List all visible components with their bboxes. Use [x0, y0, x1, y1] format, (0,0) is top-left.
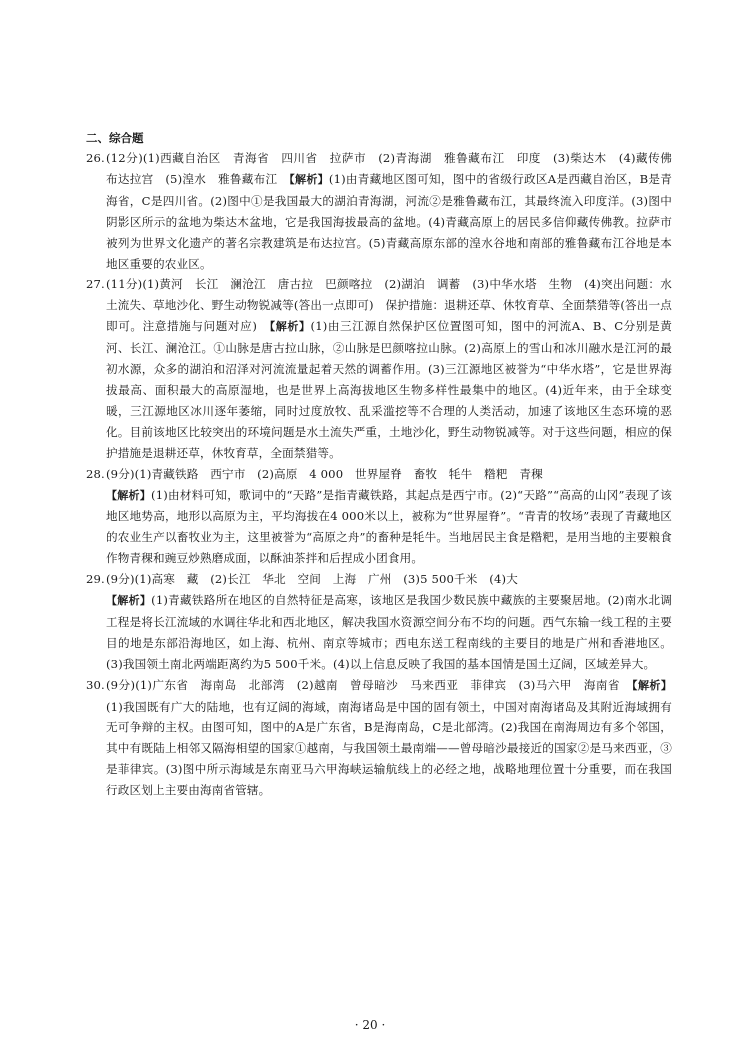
analysis-text: (1)我国既有广大的陆地，也有辽阔的海域，南海诸岛是中国的固有领土，中国对南海诸岛及其附近海域拥有无可争辩的主权。由图可知，图中的A是广东省，B是海南岛，C是北部湾。(2)我国在南海周边有多个邻国，其中有既陆上相邻又隔海相望的国家①越南，与我国领土最南端——曾母暗沙最接近的国家②是马来西亚，③是菲律宾。(3)图中所示海域是东南亚马六甲海峡运输航线上的必经之地，战略地理位置十分重要，而在我国行政区划上主要由海南省管辖。 — [106, 699, 672, 798]
analysis-label: 【解析】 — [289, 172, 329, 186]
answer-page — [86, 128, 684, 801]
question-number: 26. — [86, 151, 105, 165]
analysis-text: (1)由三江源自然保护区位置图可知，图中的河流A、B、C分别是黄河、长江、澜沧江。①山脉是唐古拉山脉，②山脉是巴颜喀拉山脉。(2)高原上的雪山和冰川融水是江河的最初水源，众多的湖泊和沼泽对河流流量起着天然的调蓄作用。(3)三江源地区被誉为“中华水塔”，它是世界海拔最高、面积最大的高原湿地，也是世界上高海拔地区生物多样性最集中的地区。(4)近年来，由于全球变暖，三江源地区冰川逐年萎缩，同时过度放牧、乱采滥挖等不合理的人类活动，加速了该地区生态环境的恶化。目前该地区比较突出的环境问题是水土流失严重，土地沙化，野生动物锐减等。对于这些问题，相应的保护措施是退耕还草，休牧育草，全面禁猎等。 — [106, 319, 672, 460]
question-28 — [86, 464, 672, 570]
question-number: 29. — [86, 572, 105, 587]
analysis-text: (1)由材料可知，歌词中的“天路”是指青藏铁路，其起点是西宁市。(2)“天路”“高高的山冈”表现了该地区地势高，地形以高原为主，平均海拔在4 000米以上，被称为“世界屋脊”。“青青的牧场”表现了青藏地区的农业生产以畜牧业为主，这里被誉为“高原之舟”的畜种是牦牛。当地居民主食是糌粑，是用当地的主要粮食作物青稞和豌豆炒熟磨成面，以酥油茶拌和后捏成小团食用。 — [106, 487, 672, 566]
question-30 — [86, 675, 672, 801]
question-number: 28. — [86, 466, 105, 481]
answer-text: (9分)(1)广东省 海南岛 北部湾 (2)越南 曾母暗沙 马来西亚 菲律宾 (3)马六甲 海南省 — [106, 677, 633, 692]
section-title: 二、综合题 — [86, 131, 144, 145]
analysis-text: (1)由青藏地区图可知，图中的省级行政区A是西藏自治区，B是青海省，C是四川省。(2)图中①是我国最大的湖泊青海湖，河流②是雅鲁藏布江，其最终流入印度洋。(3)图中阴影区所示的盆地为柴达木盆地，它是我国海拔最高的盆地。(4)青藏高原上的居民多信仰藏传佛教。拉萨市被列为世界文化遗产的著名宗教建筑是布达拉宫。(5)青藏高原东部的湟水谷地和南部的雅鲁藏布江谷地是本地区重要的农业区。 — [106, 171, 672, 271]
page-number: · 20 · — [354, 1018, 386, 1032]
answer-text: (11分)(1)黄河 长江 澜沧江 唐古拉 巴颜喀拉 (2)湖泊 调蓄 (3)中华水塔 生物 (4)突出问题：水土流失、草地沙化、野生动物锐减等(答出一点即可) 保护措施：退耕还草、休牧育草、全面禁猎等(答出一点即可。注意措施与问题对应) — [106, 277, 672, 334]
question-27 — [86, 274, 672, 463]
analysis-label: 【解析】 — [632, 678, 672, 692]
answer-text: (9分)(1)高寒 藏 (2)长江 华北 空间 上海 广州 (3)5 500千米 (4)大 — [106, 572, 518, 587]
analysis-label: 【解析】 — [106, 488, 152, 502]
answer-text: (12分)(1)西藏自治区 青海省 四川省 拉萨市 (2)青海湖 雅鲁藏布江 印度 (3)柴达木 (4)藏传佛 布达拉宫 (5)湟水 雅鲁藏布江 — [106, 151, 684, 186]
answer-text: (9分)(1)青藏铁路 西宁市 (2)高原 4 000 世界屋脊 畜牧 牦牛 糌粑 青稞 — [106, 466, 543, 481]
analysis-label: 【解析】 — [106, 594, 152, 608]
question-number: 30. — [86, 677, 105, 692]
question-29 — [86, 569, 672, 675]
analysis-text: (1)青藏铁路所在地区的自然特征是高寒，该地区是我国少数民族中藏族的主要聚居地。(2)南水北调工程是将长江流域的水调往华北和西北地区，解决我国水资源空间分布不均的问题。西气东输一线工程的主要目的地是东部沿海地区，如上海、杭州、南京等城市；西电东送工程南线的主要目的地是广州和香港地区。(3)我国领土南北两端距离约为5 500千米。(4)以上信息反映了我国的基本国情是国土辽阔，区域差异大。 — [106, 593, 672, 671]
analysis-label: 【解析】 — [269, 320, 311, 334]
question-number: 27. — [86, 277, 105, 292]
question-26 — [86, 148, 684, 274]
